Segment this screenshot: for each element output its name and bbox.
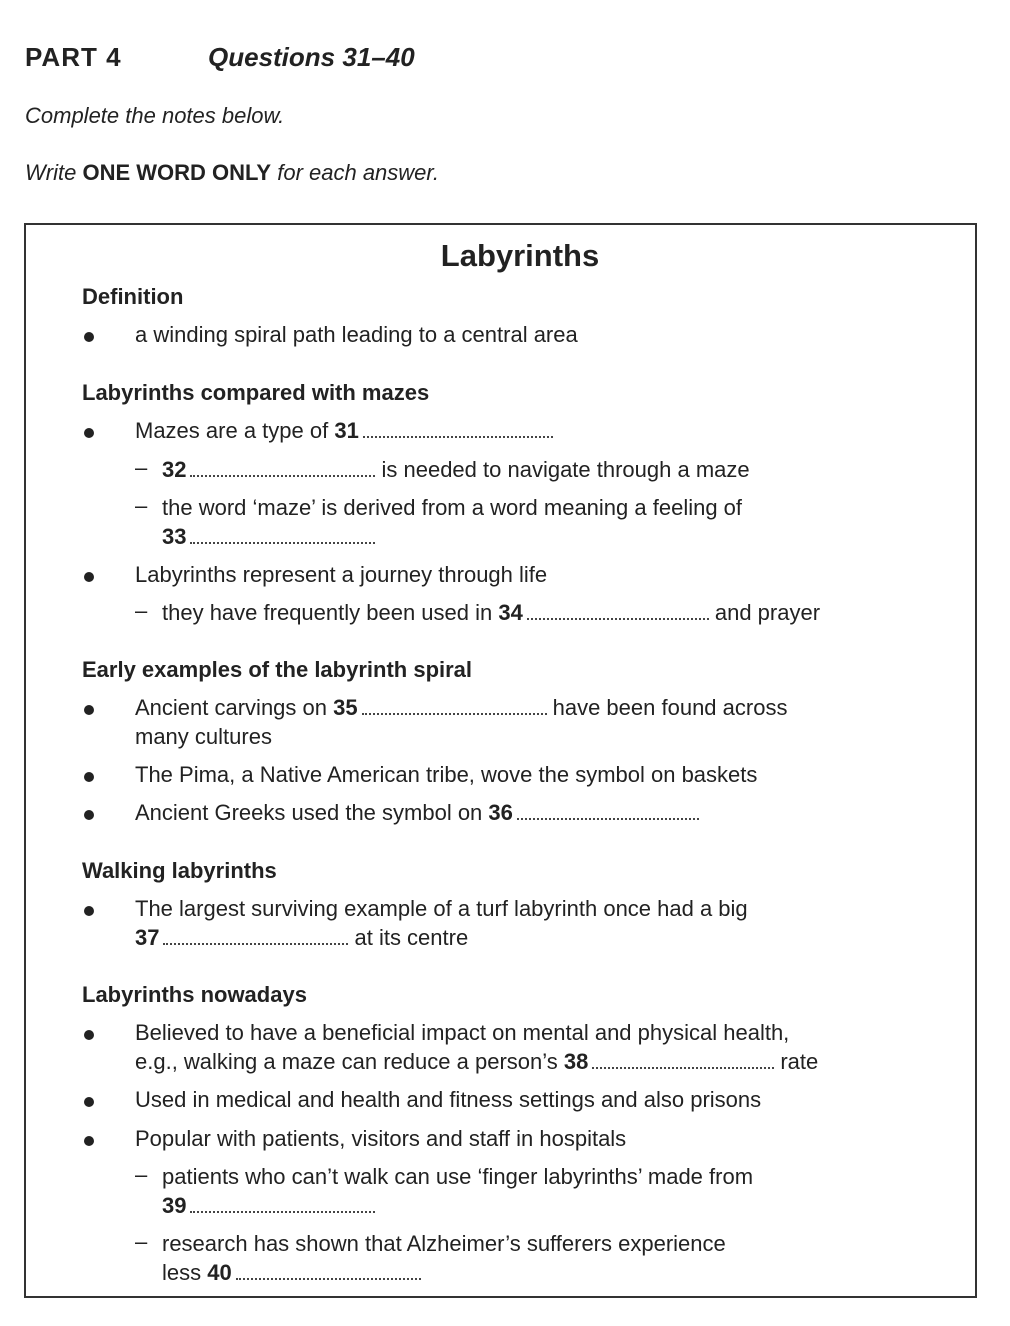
note-text: Mazes are a type of <box>135 418 329 443</box>
question-number-36: 36 <box>488 800 513 825</box>
dash-icon: – <box>135 493 148 518</box>
question-number-40: 40 <box>207 1260 232 1285</box>
answer-gap-33[interactable] <box>190 528 375 544</box>
note-text: many cultures <box>135 724 272 749</box>
note-text: have been found across <box>552 695 788 720</box>
note-q38 <box>135 1047 818 1076</box>
part-label: PART 4 <box>25 42 122 72</box>
answer-gap-39[interactable] <box>190 1197 375 1213</box>
note-text: Ancient Greeks used the symbol on <box>135 800 483 825</box>
note-q35 <box>135 693 787 722</box>
section-heading-definition: Definition <box>82 284 184 309</box>
instruction-text: Write <box>25 160 83 185</box>
note-text: and prayer <box>714 600 821 625</box>
section-heading-compared: Labyrinths compared with mazes <box>82 380 430 405</box>
note-q31 <box>135 416 559 445</box>
question-number-39: 39 <box>162 1193 187 1218</box>
answer-gap-31[interactable] <box>363 422 553 438</box>
question-number-34: 34 <box>498 600 523 625</box>
bullet-icon <box>84 428 94 438</box>
bullet-icon <box>84 572 94 582</box>
note-text: Used in medical and health and fitness settings and also prisons <box>135 1087 762 1112</box>
note-text: they have frequently been used in <box>162 600 493 625</box>
note-text: rate <box>780 1049 819 1074</box>
note-q40 <box>162 1258 427 1287</box>
question-range: Questions 31–40 <box>208 42 415 72</box>
bullet-icon <box>84 1030 94 1040</box>
section-heading-nowadays: Labyrinths nowadays <box>82 982 307 1007</box>
instruction-line-1: Complete the notes below. <box>25 103 285 128</box>
note-text: at its centre <box>354 925 469 950</box>
question-number-37: 37 <box>135 925 160 950</box>
bullet-icon <box>84 772 94 782</box>
dash-icon: – <box>135 1229 148 1254</box>
question-number-33: 33 <box>162 524 187 549</box>
note-q33-line1: the word ‘maze’ is derived from a word meaning a feeling of <box>162 495 743 520</box>
note-q33 <box>162 522 381 551</box>
bullet-icon <box>84 1136 94 1146</box>
answer-gap-40[interactable] <box>236 1264 421 1280</box>
question-number-32: 32 <box>162 457 187 482</box>
definition-text: a winding spiral path leading to a central area <box>135 322 578 347</box>
answer-gap-34[interactable] <box>527 604 709 620</box>
note-q39-line1: patients who can’t walk can use ‘finger labyrinths’ made from <box>162 1164 754 1189</box>
note-text: The Pima, a Native American tribe, wove the symbol on baskets <box>135 762 758 787</box>
note-q39 <box>162 1191 381 1220</box>
answer-gap-37[interactable] <box>163 929 348 945</box>
bullet-icon <box>84 810 94 820</box>
bullet-icon <box>84 906 94 916</box>
dash-icon: – <box>135 598 148 623</box>
note-text: is needed to navigate through a maze <box>381 457 750 482</box>
bullet-icon <box>84 332 94 342</box>
instruction-text: for each answer. <box>271 160 440 185</box>
answer-gap-35[interactable] <box>362 699 547 715</box>
question-number-38: 38 <box>563 1049 589 1074</box>
question-number-35: 35 <box>333 695 358 720</box>
note-text: Ancient carvings on <box>135 695 327 720</box>
note-q37 <box>135 923 468 952</box>
instruction-line-2 <box>25 160 439 186</box>
section-heading-walking: Walking labyrinths <box>82 858 277 883</box>
note-q32 <box>162 455 750 484</box>
bullet-icon <box>84 705 94 715</box>
instruction-emphasis: ONE WORD ONLY <box>82 160 272 185</box>
note-q36 <box>135 798 705 827</box>
note-q37-line1: The largest surviving example of a turf labyrinth once had a big <box>135 896 748 921</box>
note-text: less <box>162 1260 202 1285</box>
note-text: Labyrinths represent a journey through life <box>135 562 548 587</box>
answer-gap-38[interactable] <box>592 1053 774 1069</box>
notes-title: Labyrinths <box>440 238 600 273</box>
section-heading-early-examples: Early examples of the labyrinth spiral <box>82 657 473 682</box>
dash-icon: – <box>135 455 148 480</box>
answer-gap-32[interactable] <box>190 461 375 477</box>
question-number-31: 31 <box>334 418 359 443</box>
note-q34 <box>162 598 820 627</box>
note-q38-line1: Believed to have a beneficial impact on mental and physical health, <box>135 1020 790 1045</box>
note-q40-line1: research has shown that Alzheimer’s sufferers experience <box>162 1231 726 1256</box>
dash-icon: – <box>135 1162 148 1187</box>
note-text: e.g., walking a maze can reduce a person’s <box>135 1049 558 1074</box>
bullet-icon <box>84 1097 94 1107</box>
answer-gap-36[interactable] <box>517 804 699 820</box>
note-text: Popular with patients, visitors and staff in hospitals <box>135 1126 627 1151</box>
